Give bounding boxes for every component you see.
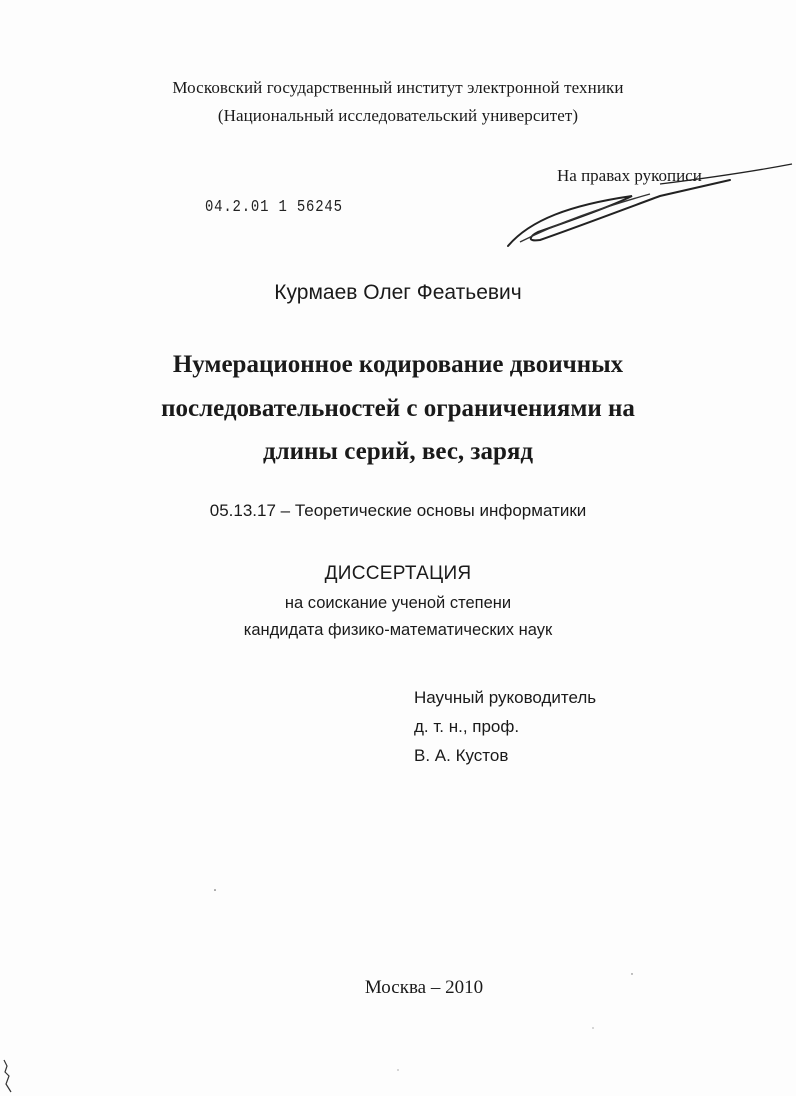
degree-line-2: кандидата физико-математических наук xyxy=(243,621,553,639)
degree-line-1: на соискание ученой степени xyxy=(284,594,512,612)
city-year: Москва – 2010 xyxy=(364,977,484,998)
specialty-code: 05.13.17 – Теоретические основы информатики xyxy=(209,501,587,520)
supervisor-label: Научный руководитель xyxy=(414,688,597,707)
scan-specks xyxy=(0,880,796,1096)
supervisor-degree: д. т. н., проф. xyxy=(414,717,520,736)
signature-mark xyxy=(500,160,796,255)
supervisor-name: В. А. Кустов xyxy=(414,746,509,765)
dissertation-heading: ДИССЕРТАЦИЯ xyxy=(324,563,472,584)
catalog-number: 04.2.01 1 56245 xyxy=(205,198,343,217)
institute-name: Московский государственный институт электронной техники xyxy=(172,78,624,97)
dissertation-title-line-2: последовательностей с ограничениями на xyxy=(161,395,635,422)
manuscript-note: На правах рукописи xyxy=(557,166,702,185)
dissertation-title-line-1: Нумерационное кодирование двоичных xyxy=(172,351,624,378)
author-name: Курмаев Олег Феатьевич xyxy=(274,281,522,304)
dissertation-title-line-3: длины серий, вес, заряд xyxy=(262,438,534,465)
institute-subtitle: (Национальный исследовательский университет) xyxy=(217,106,579,125)
